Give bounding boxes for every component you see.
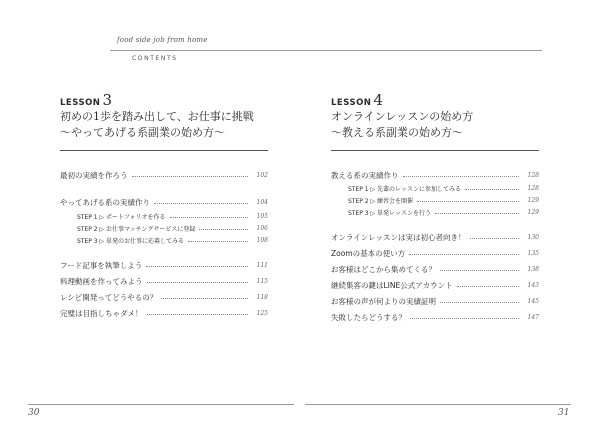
toc-entry-label: お客様の声が何よりの実績証明 (331, 297, 436, 306)
toc-entry-page: 106 (256, 225, 268, 232)
toc-entry-label: 完璧は目指しちゃダメ！ (60, 309, 143, 318)
lesson-3-kicker (60, 93, 270, 109)
dot-leader (154, 203, 248, 204)
toc-entry[interactable] (60, 292, 268, 303)
dot-leader (457, 286, 519, 287)
toc-entry-label: 料理動画を作ってみよう (60, 277, 143, 286)
dot-leader (435, 213, 519, 214)
lesson-3-subtitle: ～やってあげる系副業の始め方～ (60, 126, 225, 139)
toc-entry-page: 128 (527, 172, 539, 179)
toc-entry-page: 118 (256, 294, 268, 301)
dot-leader (440, 302, 519, 303)
toc-entry-page: 128 (527, 185, 539, 192)
bottom-rule-right (305, 404, 571, 405)
lesson-3-rule (60, 150, 268, 151)
dot-leader (188, 241, 248, 242)
toc-entry-label: STEP 2 ▷ 練習会を開催 (348, 198, 414, 205)
toc-entry-label: 最初の実績を作ろう (60, 171, 128, 180)
toc-step-entry[interactable] (331, 208, 539, 217)
dot-leader (440, 270, 519, 271)
toc-step-entry[interactable] (60, 236, 268, 245)
toc-entry[interactable] (331, 296, 539, 307)
toc-entry-page: 111 (256, 262, 268, 269)
toc-entry[interactable] (331, 312, 539, 323)
header-rule (110, 50, 542, 51)
toc-entry[interactable] (60, 308, 268, 319)
contents-label: CONTENTS (132, 55, 178, 62)
toc-entry[interactable] (60, 197, 268, 208)
toc-entry-page: 105 (256, 213, 268, 220)
toc-entry-page: 145 (527, 298, 539, 305)
toc-step-entry[interactable] (331, 184, 539, 193)
toc-entry-page: 138 (527, 266, 539, 273)
dot-leader (199, 229, 248, 230)
toc-entry-label: レシピ開発ってどうやるの？ (60, 293, 158, 302)
lesson-4-subtitle: ～教える系副業の始め方～ (331, 126, 463, 139)
toc-entry-page: 143 (527, 282, 539, 289)
toc-entry-label: フード記事を執筆しよう (60, 261, 143, 270)
toc-step-entry[interactable] (60, 212, 268, 221)
dot-leader (161, 298, 248, 299)
toc-entry[interactable] (60, 260, 268, 271)
lesson-3-heading (60, 93, 270, 151)
page-number-left: 30 (28, 408, 40, 418)
toc-entry-page: 130 (527, 234, 539, 241)
toc-entry-page: 129 (527, 197, 539, 204)
lesson-4-heading (331, 93, 541, 151)
page-number-right: 31 (558, 408, 570, 418)
lesson-4-kicker-text: LESSON (331, 98, 372, 108)
toc-entry[interactable] (60, 276, 268, 287)
toc-entry[interactable] (331, 248, 539, 259)
toc-entry-label: STEP 1 ▷ 先輩のレッスンに参加してみる (348, 186, 461, 193)
dot-leader (470, 238, 519, 239)
lesson-3-kicker-text: LESSON (60, 98, 101, 108)
toc-entry-label: 継続集客の鍵はLINE公式アカウント (331, 281, 453, 290)
toc-entry-label: Zoomの基本の使い方 (331, 249, 406, 258)
toc-entry-label: 失敗したらどうする？ (331, 313, 406, 322)
toc-entry-page: 115 (256, 278, 268, 285)
lesson-4-number: 4 (373, 91, 384, 109)
toc-entry-page: 129 (527, 209, 539, 216)
dot-leader (409, 254, 519, 255)
toc-entry-page: 135 (527, 250, 539, 257)
toc-entry-label: 教える系の実績作り (331, 171, 399, 180)
toc-entry-page: 102 (256, 172, 268, 179)
toc-entry-page: 125 (256, 310, 268, 317)
toc-entry[interactable] (331, 280, 539, 291)
toc-entry-label: オンラインレッスンは実は初心者向き！ (331, 233, 466, 242)
lesson-4-title: オンラインレッスンの始め方 (331, 110, 474, 123)
toc-entry-page: 147 (527, 314, 539, 321)
lesson-3-title: 初めの1歩を踏み出して、お仕事に挑戦 (60, 110, 254, 123)
toc-entry[interactable] (331, 232, 539, 243)
book-title: food side job from home (117, 36, 208, 44)
toc-entry[interactable] (331, 264, 539, 275)
toc-entry-label: やってあげる系の実績作り (60, 198, 150, 207)
toc-step-entry[interactable] (60, 224, 268, 233)
toc-entry-label: STEP 1 ▷ ポートフォリオを作る (77, 214, 166, 221)
toc-entry-label: STEP 3 ▷ 単発のお仕事に応募してみる (77, 238, 185, 245)
toc-entry-label: STEP 3 ▷ 単発レッスンを行う (348, 210, 431, 217)
toc-entry-label: お客様はどこから集めてくる？ (331, 265, 436, 274)
lesson-3-number: 3 (102, 91, 113, 109)
toc-entry[interactable] (60, 170, 268, 181)
toc-entry-page: 104 (256, 199, 268, 206)
dot-leader (147, 314, 249, 315)
dot-leader (417, 201, 519, 202)
dot-leader (132, 176, 249, 177)
toc-step-entry[interactable] (331, 196, 539, 205)
dot-leader (465, 189, 519, 190)
dot-leader (410, 318, 519, 319)
lesson-4-kicker (331, 93, 541, 109)
dot-leader (146, 266, 248, 267)
toc-entry-label: STEP 2 ▷ お仕事マッチングサービスに登録 (77, 226, 196, 233)
toc-entry[interactable] (331, 170, 539, 181)
dot-leader (403, 176, 520, 177)
bottom-rule-left (28, 404, 294, 405)
toc-entry-page: 108 (256, 237, 268, 244)
dot-leader (170, 217, 249, 218)
dot-leader (147, 282, 249, 283)
lesson-4-rule (331, 150, 539, 151)
